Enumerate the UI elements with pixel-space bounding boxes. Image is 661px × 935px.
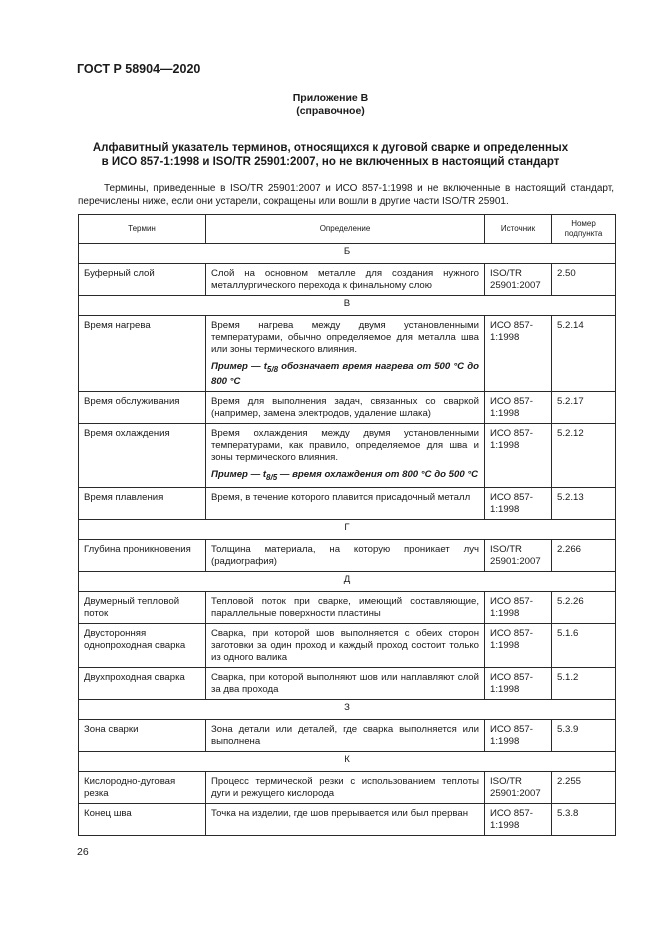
table-row bbox=[79, 667, 616, 699]
definition-cell bbox=[206, 264, 485, 296]
example-prefix: Пример — t bbox=[211, 468, 267, 480]
definition-text: Слой на основном металле для создания нужного металлургического перехода к финальному слою bbox=[211, 268, 479, 291]
definition-text: Зона детали или деталей, где сварка выполняется или выполнена bbox=[211, 723, 479, 747]
term-cell: Зона сварки bbox=[79, 719, 206, 751]
column-header-term: Термин bbox=[79, 215, 206, 244]
table-row bbox=[79, 539, 616, 571]
source-cell: ISO/TR 25901:2007 bbox=[485, 539, 552, 571]
source-cell: ИСО 857-1:1998 bbox=[485, 391, 552, 423]
appendix-heading bbox=[0, 92, 661, 118]
definition-example bbox=[211, 361, 479, 388]
definition-cell bbox=[206, 623, 485, 667]
letter-group-row bbox=[79, 296, 616, 316]
term-cell: Время обслуживания bbox=[79, 391, 206, 423]
definition-cell bbox=[206, 667, 485, 699]
source-cell: ИСО 857-1:1998 bbox=[485, 591, 552, 623]
example-subscript: 5/8 bbox=[266, 364, 279, 374]
example-prefix: Пример — t bbox=[211, 361, 267, 372]
table-row bbox=[79, 719, 616, 751]
definition-text: Точка на изделии, где шов прерывается или был прерван bbox=[211, 807, 469, 819]
letter-group-label: Б bbox=[79, 244, 616, 264]
document-code: ГОСТ Р 58904—2020 bbox=[77, 62, 201, 76]
table-row bbox=[79, 316, 616, 392]
letter-group-row bbox=[79, 571, 616, 591]
definition-text: Время охлаждения между двумя установленными температурами, как правило, определяемое для шва и зоны термического влияния. bbox=[211, 427, 479, 463]
definition-text: Процесс термической резки с использованием теплоты дуги и режущего кислорода bbox=[211, 775, 479, 799]
definition-text: Сварка, при которой выполняют шов или наплавляют слой за два прохода bbox=[211, 671, 479, 695]
number-cell: 5.2.14 bbox=[552, 316, 616, 392]
definition-text: Тепловой поток при сварке, имеющий составляющие, параллельные поверхности пластины bbox=[211, 595, 479, 619]
number-cell: 2.266 bbox=[552, 539, 616, 571]
number-cell: 5.2.13 bbox=[552, 487, 616, 519]
definition-text: Время, в течение которого плавится присадочный металл bbox=[211, 491, 471, 503]
number-cell: 5.2.17 bbox=[552, 391, 616, 423]
intro-paragraph: Термины, приведенные в ISO/TR 25901:2007 и ИСО 857-1:1998 и не включенные в настоящий стандарт, перечислены ниже, если они устарели, сокращены или вошли в другие части ISO/TR 25901. bbox=[78, 183, 614, 207]
letter-group-label: Д bbox=[79, 571, 616, 591]
table-row bbox=[79, 391, 616, 423]
number-cell: 2.50 bbox=[552, 264, 616, 296]
index-title-line-2: в ИСО 857-1:1998 и ISO/TR 25901:2007, но не включенных в настоящий стандарт bbox=[101, 156, 560, 168]
number-cell: 5.1.2 bbox=[552, 667, 616, 699]
number-cell: 5.3.9 bbox=[552, 719, 616, 751]
letter-group-label: К bbox=[79, 751, 616, 771]
definition-text: Толщина материала, на которую проникает луч (радиография) bbox=[211, 543, 479, 567]
source-cell: ИСО 857-1:1998 bbox=[485, 316, 552, 392]
terms-table bbox=[78, 214, 616, 836]
appendix-subtitle: (справочное) bbox=[296, 105, 365, 117]
term-cell: Двусторонняя однопроходная сварка bbox=[79, 623, 206, 667]
term-cell: Буферный слой bbox=[79, 264, 206, 296]
term-cell: Кислородно-дуговая резка bbox=[79, 771, 206, 803]
definition-cell bbox=[206, 803, 485, 835]
index-title-line-1: Алфавитный указатель терминов, относящихся к дуговой сварке и определенных bbox=[92, 142, 569, 154]
term-cell: Время плавления bbox=[79, 487, 206, 519]
index-title bbox=[0, 141, 661, 169]
letter-group-label: Г bbox=[79, 519, 616, 539]
column-header-number: Номер подпункта bbox=[552, 215, 616, 244]
letter-group-label: В bbox=[79, 296, 616, 316]
table-row bbox=[79, 423, 616, 487]
definition-cell bbox=[206, 391, 485, 423]
definition-cell bbox=[206, 487, 485, 519]
number-cell: 5.2.26 bbox=[552, 591, 616, 623]
number-cell: 2.255 bbox=[552, 771, 616, 803]
term-cell: Двухпроходная сварка bbox=[79, 667, 206, 699]
term-cell: Время нагрева bbox=[79, 316, 206, 392]
table-header-row bbox=[79, 215, 616, 244]
source-cell: ИСО 857-1:1998 bbox=[485, 623, 552, 667]
column-header-source: Источник bbox=[485, 215, 552, 244]
appendix-title: Приложение В bbox=[292, 92, 369, 104]
definition-example bbox=[211, 469, 479, 484]
letter-group-label: З bbox=[79, 699, 616, 719]
source-cell: ИСО 857-1:1998 bbox=[485, 719, 552, 751]
letter-group-row bbox=[79, 699, 616, 719]
source-cell: ИСО 857-1:1998 bbox=[485, 487, 552, 519]
term-cell: Конец шва bbox=[79, 803, 206, 835]
table-row bbox=[79, 803, 616, 835]
number-cell: 5.3.8 bbox=[552, 803, 616, 835]
source-cell: ИСО 857-1:1998 bbox=[485, 423, 552, 487]
table-row bbox=[79, 623, 616, 667]
number-cell: 5.2.12 bbox=[552, 423, 616, 487]
definition-cell bbox=[206, 316, 485, 392]
definition-cell bbox=[206, 719, 485, 751]
table-row bbox=[79, 487, 616, 519]
example-subscript: 8/5 bbox=[266, 472, 278, 482]
letter-group-row bbox=[79, 244, 616, 264]
terms-table-body bbox=[79, 244, 616, 836]
page-number: 26 bbox=[77, 846, 89, 858]
table-row bbox=[79, 591, 616, 623]
source-cell: ИСО 857-1:1998 bbox=[485, 803, 552, 835]
example-suffix: — время охлаждения от 800 °С до 500 °С bbox=[277, 468, 479, 480]
table-row bbox=[79, 264, 616, 296]
definition-cell bbox=[206, 591, 485, 623]
definition-text: Время нагрева между двумя установленными температурами, обычно определяемое для металла шва или зоны термического влияния. bbox=[211, 320, 479, 355]
example-suffix: обозначает время нагрева от 500 °С до 800 °С bbox=[211, 361, 479, 387]
column-header-definition: Определение bbox=[206, 215, 485, 244]
term-cell: Глубина проникновения bbox=[79, 539, 206, 571]
definition-cell bbox=[206, 423, 485, 487]
source-cell: ИСО 857-1:1998 bbox=[485, 667, 552, 699]
definition-text: Время для выполнения задач, связанных со сваркой (например, замена электродов, удаление шлака) bbox=[211, 395, 479, 419]
source-cell: ISO/TR 25901:2007 bbox=[485, 264, 552, 296]
source-cell: ISO/TR 25901:2007 bbox=[485, 771, 552, 803]
letter-group-row bbox=[79, 519, 616, 539]
term-cell: Время охлаждения bbox=[79, 423, 206, 487]
definition-cell bbox=[206, 771, 485, 803]
number-cell: 5.1.6 bbox=[552, 623, 616, 667]
table-row bbox=[79, 771, 616, 803]
definition-cell bbox=[206, 539, 485, 571]
term-cell: Двумерный тепловой поток bbox=[79, 591, 206, 623]
letter-group-row bbox=[79, 751, 616, 771]
definition-text: Сварка, при которой шов выполняется с обеих сторон заготовки за один проход и каждый проход состоит только из одного валика bbox=[211, 627, 479, 663]
